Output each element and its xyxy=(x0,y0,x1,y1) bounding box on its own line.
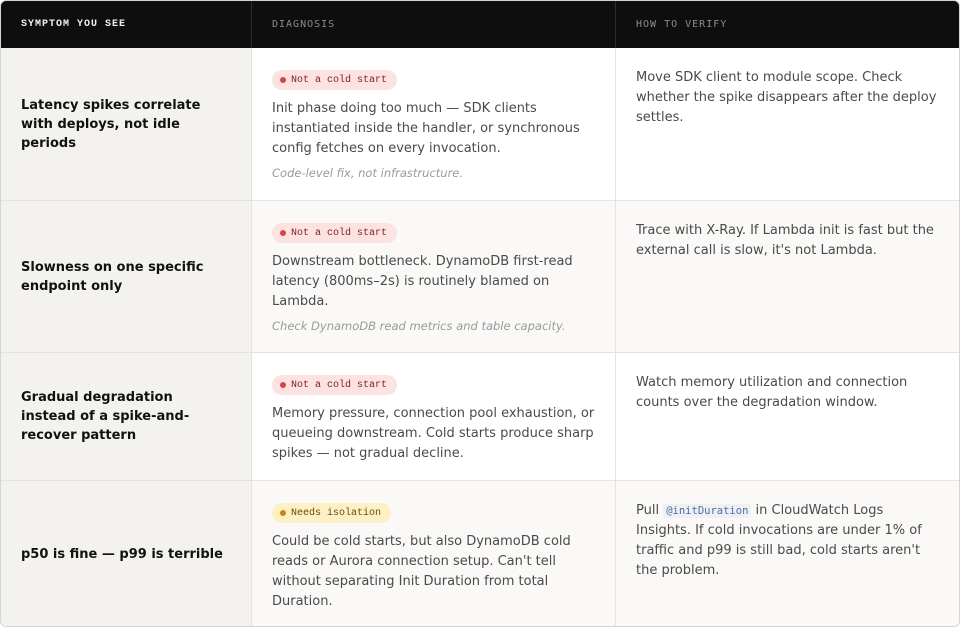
diagnosis-cell xyxy=(251,201,615,352)
diagnosis-cell xyxy=(251,481,615,627)
header-symptom: SYMPTOM YOU SEE xyxy=(21,19,127,30)
symptom-cell: p50 is fine — p99 is terrible xyxy=(1,481,251,627)
verify-text-post: in CloudWatch Logs Insights. If cold invocations are under 1% of traffic and p99 is still bad, cold starts aren't the problem. xyxy=(636,503,922,578)
verify-cell: Move SDK client to module scope. Check whether the spike disappears after the deploy settles. xyxy=(615,48,959,200)
verify-text-pre: Pull xyxy=(636,503,660,518)
status-dot-icon xyxy=(280,230,286,236)
status-badge xyxy=(272,503,391,523)
status-badge xyxy=(272,375,397,395)
verify-cell xyxy=(615,481,959,627)
table-row xyxy=(1,200,959,352)
status-badge xyxy=(272,223,397,243)
diagnosis-text: Init phase doing too much — SDK clients instantiated inside the handler, or synchronous config fetches on every invocation. xyxy=(272,101,580,156)
diagnosis-cell xyxy=(251,353,615,480)
header-diagnosis: DIAGNOSIS xyxy=(251,1,615,48)
verify-cell: Watch memory utilization and connection counts over the degradation window. xyxy=(615,353,959,480)
header-verify: HOW TO VERIFY xyxy=(615,1,959,48)
symptom-cell: Slowness on one specific endpoint only xyxy=(1,201,251,352)
symptom-cell: Latency spikes correlate with deploys, not idle periods xyxy=(1,48,251,200)
status-badge-label: Needs isolation xyxy=(291,507,382,519)
status-dot-icon xyxy=(280,382,286,388)
table-row xyxy=(1,352,959,480)
symptom-cell: Gradual degradation instead of a spike-and-recover pattern xyxy=(1,353,251,480)
table-row xyxy=(1,48,959,200)
status-badge-label: Not a cold start xyxy=(291,74,388,86)
status-dot-icon xyxy=(280,510,286,516)
verify-cell: Trace with X-Ray. If Lambda init is fast but the external call is slow, it's not Lambda. xyxy=(615,201,959,352)
diagnosis-text: Memory pressure, connection pool exhaustion, or queueing downstream. Cold starts produce sharp spikes — not gradual decline. xyxy=(272,406,595,461)
diagnosis-text: Downstream bottleneck. DynamoDB first-read latency (800ms–2s) is routinely blamed on Lambda. xyxy=(272,254,573,309)
diagnosis-note: Check DynamoDB read metrics and table capacity. xyxy=(272,319,566,333)
diagnosis-text: Could be cold starts, but also DynamoDB cold reads or Aurora connection setup. Can't tell without separating Init Duration from total Duration. xyxy=(272,534,571,609)
status-badge-label: Not a cold start xyxy=(291,379,388,391)
status-dot-icon xyxy=(280,77,286,83)
table-row xyxy=(1,480,959,627)
diagnosis-note: Code-level fix, not infrastructure. xyxy=(272,166,464,180)
status-badge xyxy=(272,70,397,90)
table-header xyxy=(1,1,959,48)
diagnosis-cell xyxy=(251,48,615,200)
status-badge-label: Not a cold start xyxy=(291,227,388,239)
init-duration-code: @initDuration xyxy=(663,504,751,518)
